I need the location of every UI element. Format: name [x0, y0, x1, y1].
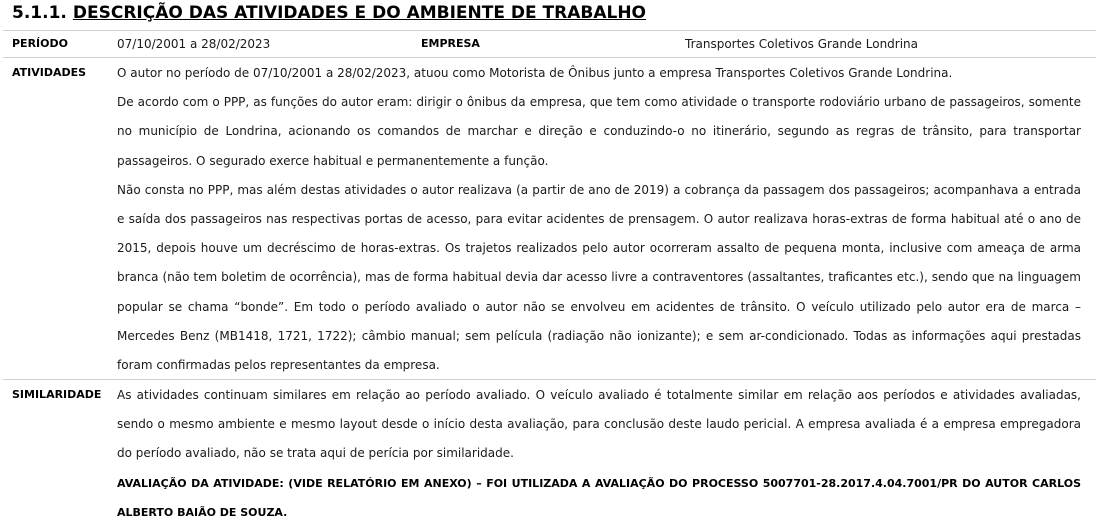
divider [3, 30, 1096, 31]
similaridade-text [117, 381, 1081, 527]
divider [3, 379, 1096, 380]
empresa-value: Transportes Coletivos Grande Londrina [685, 37, 919, 51]
atividades-text [117, 59, 1081, 380]
periodo-label: PERÍODO [12, 37, 68, 50]
periodo-value: 07/10/2001 a 28/02/2023 [117, 37, 271, 51]
section-number: 5.1.1. [12, 3, 67, 23]
similaridade-paragraph: As atividades continuam similares em relação ao período avaliado. O veículo avaliado é totalmente similar em relação aos períodos e atividades avaliadas, sendo o mesmo ambiente e mesmo layout desde o início desta avaliação, para conclusão deste laudo pericial. A empresa avaliada é a empresa empregadora do período avaliado, não se trata aqui de perícia por similaridade. [117, 388, 1081, 461]
similaridade-label: SIMILARIDADE [12, 388, 102, 401]
atividades-paragraph-1: O autor no período de 07/10/2001 a 28/02/2023, atuou como Motorista de Ônibus junto a empresa Transportes Coletivos Grande Londrina. [117, 66, 953, 80]
empresa-label: EMPRESA [421, 37, 480, 50]
atividades-paragraph-3: Não consta no PPP, mas além destas atividades o autor realizava (a partir de ano de 2019) a cobrança da passagem dos passageiros; acompanhava a entrada e saída dos passageiros nas respectivas portas de acesso, para evitar acidentes de prensagem. O autor realizava horas-extras de forma habitual até o ano de 2015, depois houve um decréscimo de horas-extras. Os trajetos realizados pelo autor ocorreram assalto de pequena monta, inclusive com ameaça de arma branca (não tem boletim de ocorrência), mas de forma habitual devia dar acesso livre a contraventores (assaltantes, traficantes etc.), sendo que na linguagem popular se chama “bonde”. Em todo o período avaliado o autor não se envolveu em acidentes de trânsito. O veículo utilizado pelo autor era de marca – Mercedes Benz (MB1418, 1721, 1722); câmbio manual; sem película (radiação não ionizante); e sem ar-condicionado. Todas as informações aqui prestadas foram confirmadas pelos representantes da empresa. [117, 182, 1081, 373]
divider [3, 57, 1096, 58]
avaliacao-note: AVALIAÇÃO DA ATIVIDADE: (VIDE RELATÓRIO EM ANEXO) – FOI UTILIZADA A AVALIAÇÃO DO PROCESSO 5007701-28.2017.4.04.7001/PR DO AUTOR CARLOS ALBERTO BAIÃO DE SOUZA. [117, 476, 1081, 519]
atividades-paragraph-2: De acordo com o PPP, as funções do autor eram: dirigir o ônibus da empresa, que tem como atividade o transporte rodoviário urbano de passageiros, somente no município de Londrina, acionando os comandos de marchar e direção e conduzindo-o no itinerário, segundo as regras de trânsito, para transportar passageiros. O segurado exerce habitual e permanentemente a função. [117, 95, 1081, 168]
atividades-label: ATIVIDADES [12, 66, 87, 79]
section-heading [12, 3, 646, 23]
section-title: DESCRIÇÃO DAS ATIVIDADES E DO AMBIENTE DE TRABALHO [72, 3, 647, 23]
